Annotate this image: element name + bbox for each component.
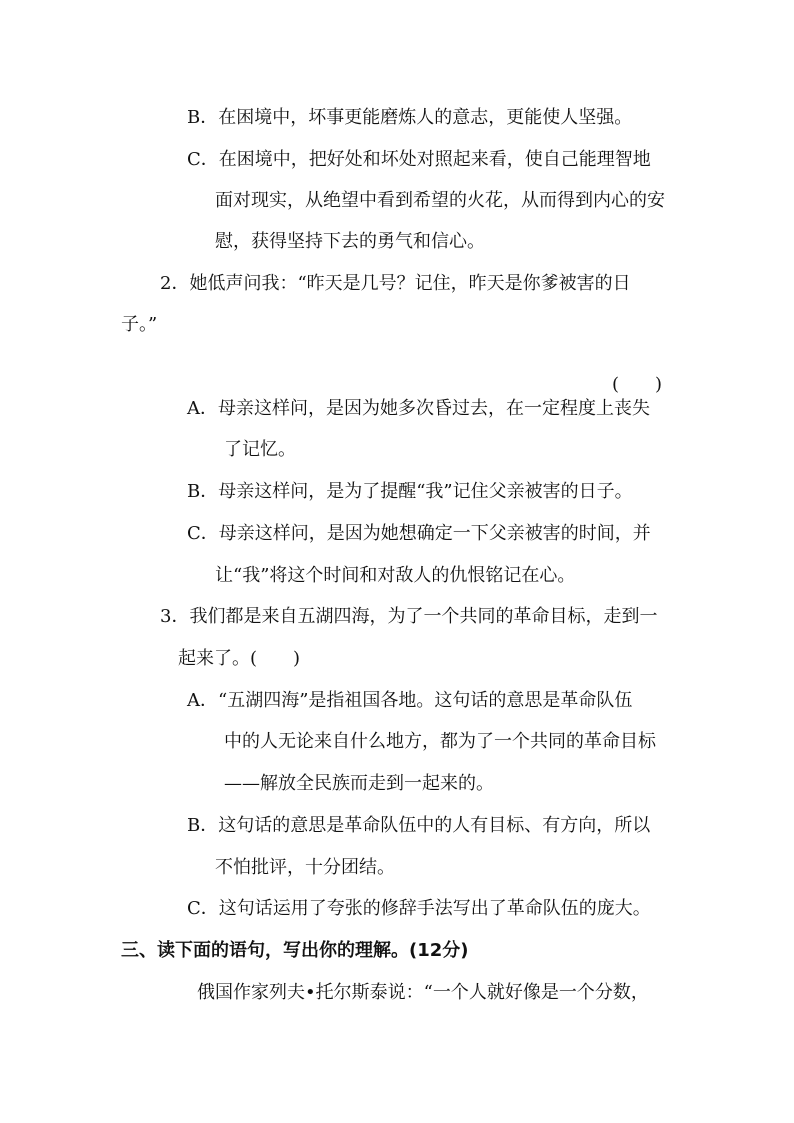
q3-option-a-line-1: A．“五湖四海”是指祖国各地。这句话的意思是革命队伍 xyxy=(187,690,633,711)
q3-option-b-line-1: B．这句话的意思是革命队伍中的人有目标、有方向，所以 xyxy=(187,815,651,836)
q1-option-c-line-3: 慰，获得坚持下去的勇气和信心。 xyxy=(215,231,485,252)
q2-option-a-line-1: A．母亲这样问，是因为她多次昏过去，在一定程度上丧失 xyxy=(187,398,650,419)
q3-option-a-line-3: ——解放全民族而走到一起来的。 xyxy=(224,773,494,794)
section-3-quote-line: 俄国作家列夫•托尔斯泰说：“一个人就好像是一个分数， xyxy=(197,982,649,1003)
q2-stem-line-1: 2．她低声问我：“昨天是几号？记住，昨天是你爹被害的日 xyxy=(160,273,631,294)
q3-option-a-line-2: 中的人无论来自什么地方，都为了一个共同的革命目标 xyxy=(224,731,656,752)
q2-option-c-line-1: C．母亲这样问，是因为她想确定一下父亲被害的时间，并 xyxy=(187,523,651,544)
q3-stem-line-1: 3．我们都是来自五湖四海，为了一个共同的革命目标，走到一 xyxy=(160,606,658,627)
q1-option-b: B．在困境中，坏事更能磨炼人的意志，更能使人坚强。 xyxy=(187,107,633,128)
q3-stem-line-2: 起来了。( ) xyxy=(178,648,301,669)
q2-option-c-line-2: 让“我”将这个时间和对敌人的仇恨铭记在心。 xyxy=(215,565,576,586)
q1-option-c-line-2: 面对现实，从绝望中看到希望的火花，从而得到内心的安 xyxy=(215,190,665,211)
q2-answer-blank[interactable]: ( ) xyxy=(612,374,663,395)
q2-option-b: B．母亲这样问，是为了提醒“我”记住父亲被害的日子。 xyxy=(187,481,633,502)
q3-option-c: C．这句话运用了夸张的修辞手法写出了革命队伍的庞大。 xyxy=(187,898,651,919)
q1-option-c-line-1: C．在困境中，把好处和坏处对照起来看，使自己能理智地 xyxy=(187,149,651,170)
q3-option-b-line-2: 不怕批评，十分团结。 xyxy=(215,857,395,878)
q2-stem-line-2: 子。” xyxy=(121,314,158,335)
q2-option-a-line-2: 了记忆。 xyxy=(224,439,296,460)
section-3-heading: 三、读下面的语句，写出你的理解。(12分) xyxy=(121,940,469,961)
